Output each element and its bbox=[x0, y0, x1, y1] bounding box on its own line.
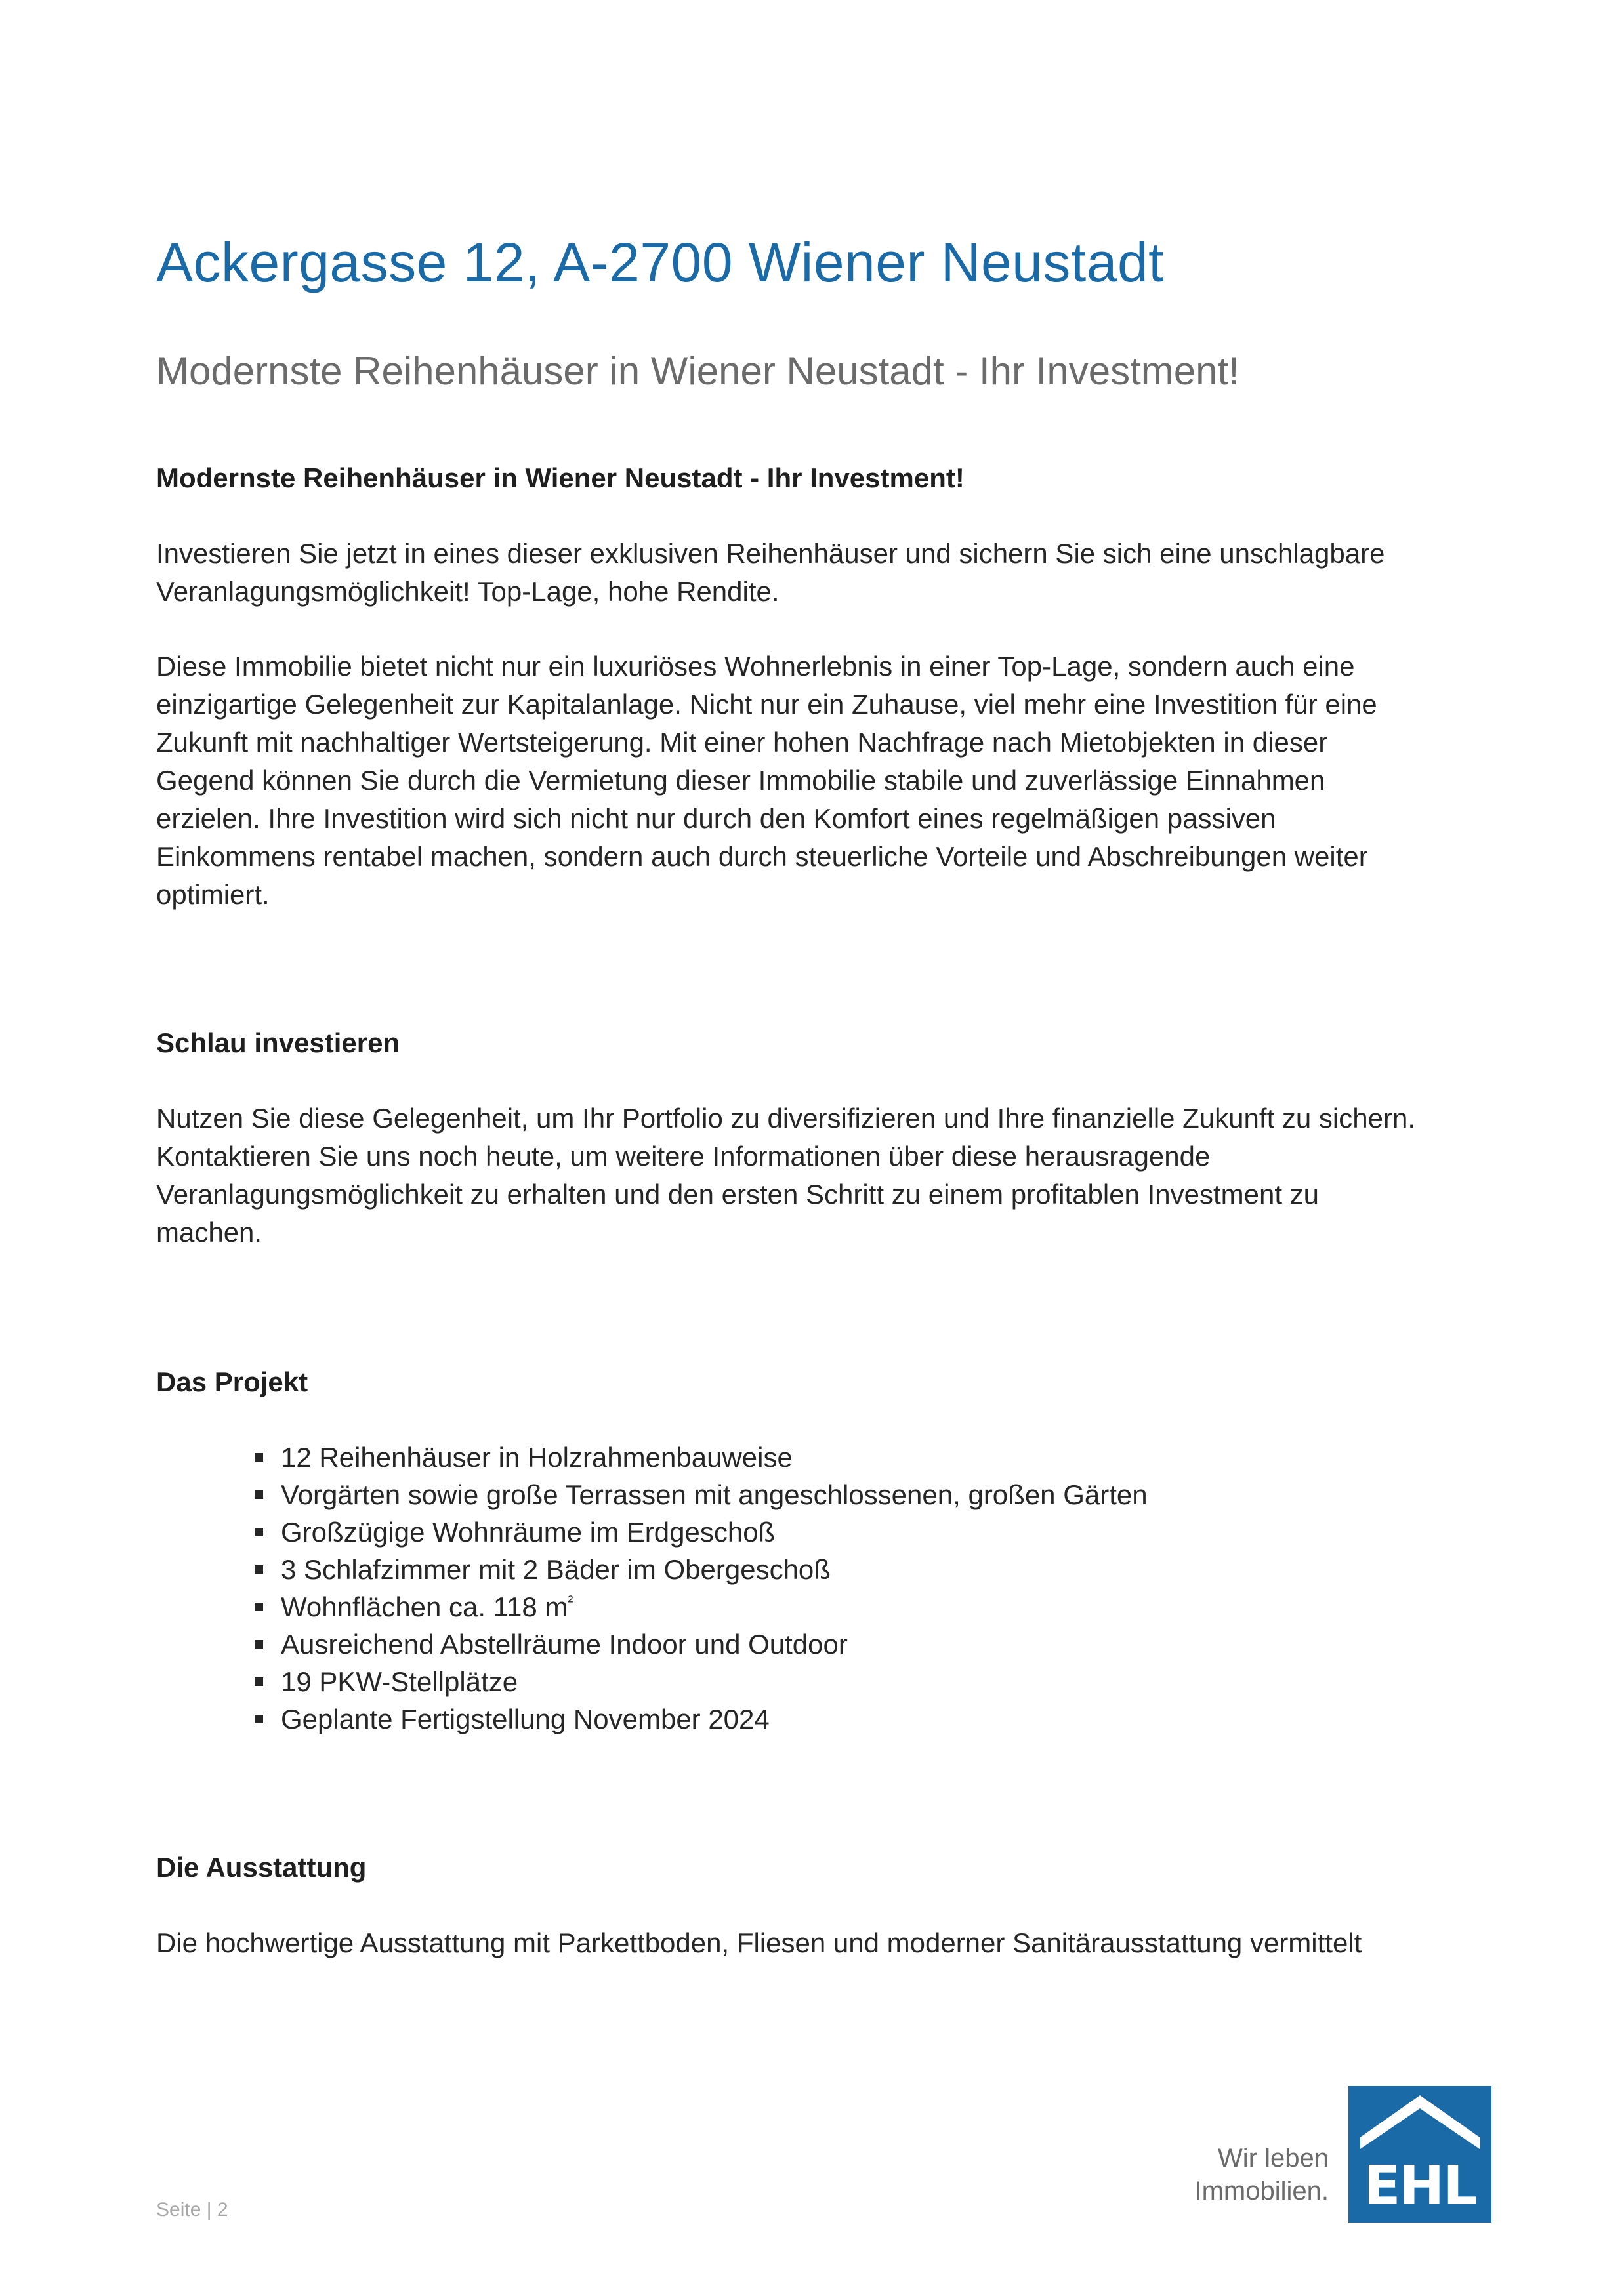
list-item bbox=[255, 1439, 1468, 1476]
page-title: Ackergasse 12, A-2700 Wiener Neustadt bbox=[156, 232, 1164, 293]
invest-heading: Schlau investieren bbox=[156, 1027, 400, 1058]
list-item bbox=[255, 1700, 1468, 1738]
text-line: optimiert. bbox=[156, 879, 270, 910]
text-line: Nutzen Sie diese Gelegenheit, um Ihr Portfolio zu diversifizieren und Ihre finanzielle Zukunft zu sichern. bbox=[156, 1103, 1415, 1134]
page-subtitle: Modernste Reihenhäuser in Wiener Neustadt - Ihr Investment! bbox=[156, 349, 1239, 393]
text-line: Kontaktieren Sie uns noch heute, um weitere Informationen über diese herausragende bbox=[156, 1141, 1211, 1172]
square-bullet-icon bbox=[255, 1453, 263, 1462]
equipment-heading: Die Ausstattung bbox=[156, 1852, 367, 1883]
list-item-text: Geplante Fertigstellung November 2024 bbox=[281, 1704, 770, 1734]
brand-claim bbox=[1168, 2142, 1329, 2207]
text-line: erzielen. Ihre Investition wird sich nicht nur durch den Komfort eines regelmäßigen passiven bbox=[156, 803, 1276, 834]
square-bullet-icon bbox=[255, 1528, 263, 1536]
text-line: Gegend können Sie durch die Vermietung dieser Immobilie stabile und zuverlässige Einnahmen bbox=[156, 765, 1325, 796]
list-item-text: 3 Schlafzimmer mit 2 Bäder im Obergeschoß bbox=[281, 1554, 831, 1585]
list-item bbox=[255, 1626, 1468, 1663]
list-item-text: Großzügige Wohnräume im Erdgeschoß bbox=[281, 1517, 776, 1548]
text-line: Diese Immobilie bietet nicht nur ein luxuriöses Wohnerlebnis in einer Top-Lage, sondern auch eine bbox=[156, 651, 1355, 682]
text-line: machen. bbox=[156, 1217, 262, 1248]
intro-paragraph-2 bbox=[156, 647, 1468, 914]
square-bullet-icon bbox=[255, 1715, 263, 1723]
page-content bbox=[156, 230, 1468, 1962]
intro-paragraph-1 bbox=[156, 535, 1468, 611]
claim-line: Wir leben bbox=[1218, 2144, 1329, 2173]
square-bullet-icon bbox=[255, 1640, 263, 1649]
list-item bbox=[255, 1476, 1468, 1513]
square-bullet-icon bbox=[255, 1565, 263, 1574]
text-line: Veranlagungsmöglichkeit zu erhalten und den ersten Schritt zu einem profitablen Investment zu bbox=[156, 1179, 1320, 1210]
text-line: Veranlagungsmöglichkeit! Top-Lage, hohe Rendite. bbox=[156, 576, 780, 607]
equipment-paragraph bbox=[156, 1924, 1468, 1962]
square-bullet-icon bbox=[255, 1603, 263, 1611]
invest-paragraph bbox=[156, 1099, 1468, 1252]
square-bullet-icon bbox=[255, 1490, 263, 1499]
square-bullet-icon bbox=[255, 1677, 263, 1686]
list-item bbox=[255, 1551, 1468, 1588]
intro-heading: Modernste Reihenhäuser in Wiener Neustadt - Ihr Investment! bbox=[156, 462, 965, 493]
list-item-text: Vorgärten sowie große Terrassen mit angeschlossenen, großen Gärten bbox=[281, 1479, 1148, 1510]
list-item bbox=[255, 1663, 1468, 1700]
list-item-text: Ausreichend Abstellräume Indoor und Outdoor bbox=[281, 1629, 848, 1660]
text-line: Einkommens rentabel machen, sondern auch durch steuerliche Vorteile und Abschreibungen weiter bbox=[156, 841, 1368, 872]
page-number: Seite | 2 bbox=[156, 2199, 228, 2221]
project-heading: Das Projekt bbox=[156, 1366, 308, 1397]
text-line: Zukunft mit nachhaltiger Wertsteigerung. Mit einer hohen Nachfrage nach Mietobjekten in dieser bbox=[156, 727, 1328, 758]
area-superscript: ² bbox=[568, 1593, 573, 1610]
ehl-logo bbox=[1348, 2086, 1491, 2223]
logo-text: EHL bbox=[1364, 2155, 1476, 2217]
list-item bbox=[255, 1588, 1468, 1626]
list-item bbox=[255, 1513, 1468, 1551]
list-item-text: Wohnflächen ca. 118 m bbox=[281, 1591, 568, 1622]
text-line: Die hochwertige Ausstattung mit Parkettboden, Fliesen und moderner Sanitärausstattung vermittelt bbox=[156, 1927, 1362, 1958]
project-feature-list bbox=[156, 1439, 1468, 1738]
list-item-text: 12 Reihenhäuser in Holzrahmenbauweise bbox=[281, 1442, 793, 1473]
text-line: einzigartige Gelegenheit zur Kapitalanlage. Nicht nur ein Zuhause, viel mehr eine Investition für eine bbox=[156, 689, 1377, 720]
list-item-text: 19 PKW-Stellplätze bbox=[281, 1666, 518, 1697]
claim-line: Immobilien. bbox=[1194, 2177, 1329, 2205]
text-line: Investieren Sie jetzt in eines dieser exklusiven Reihenhäuser und sichern Sie sich eine unschlagbare bbox=[156, 538, 1385, 569]
